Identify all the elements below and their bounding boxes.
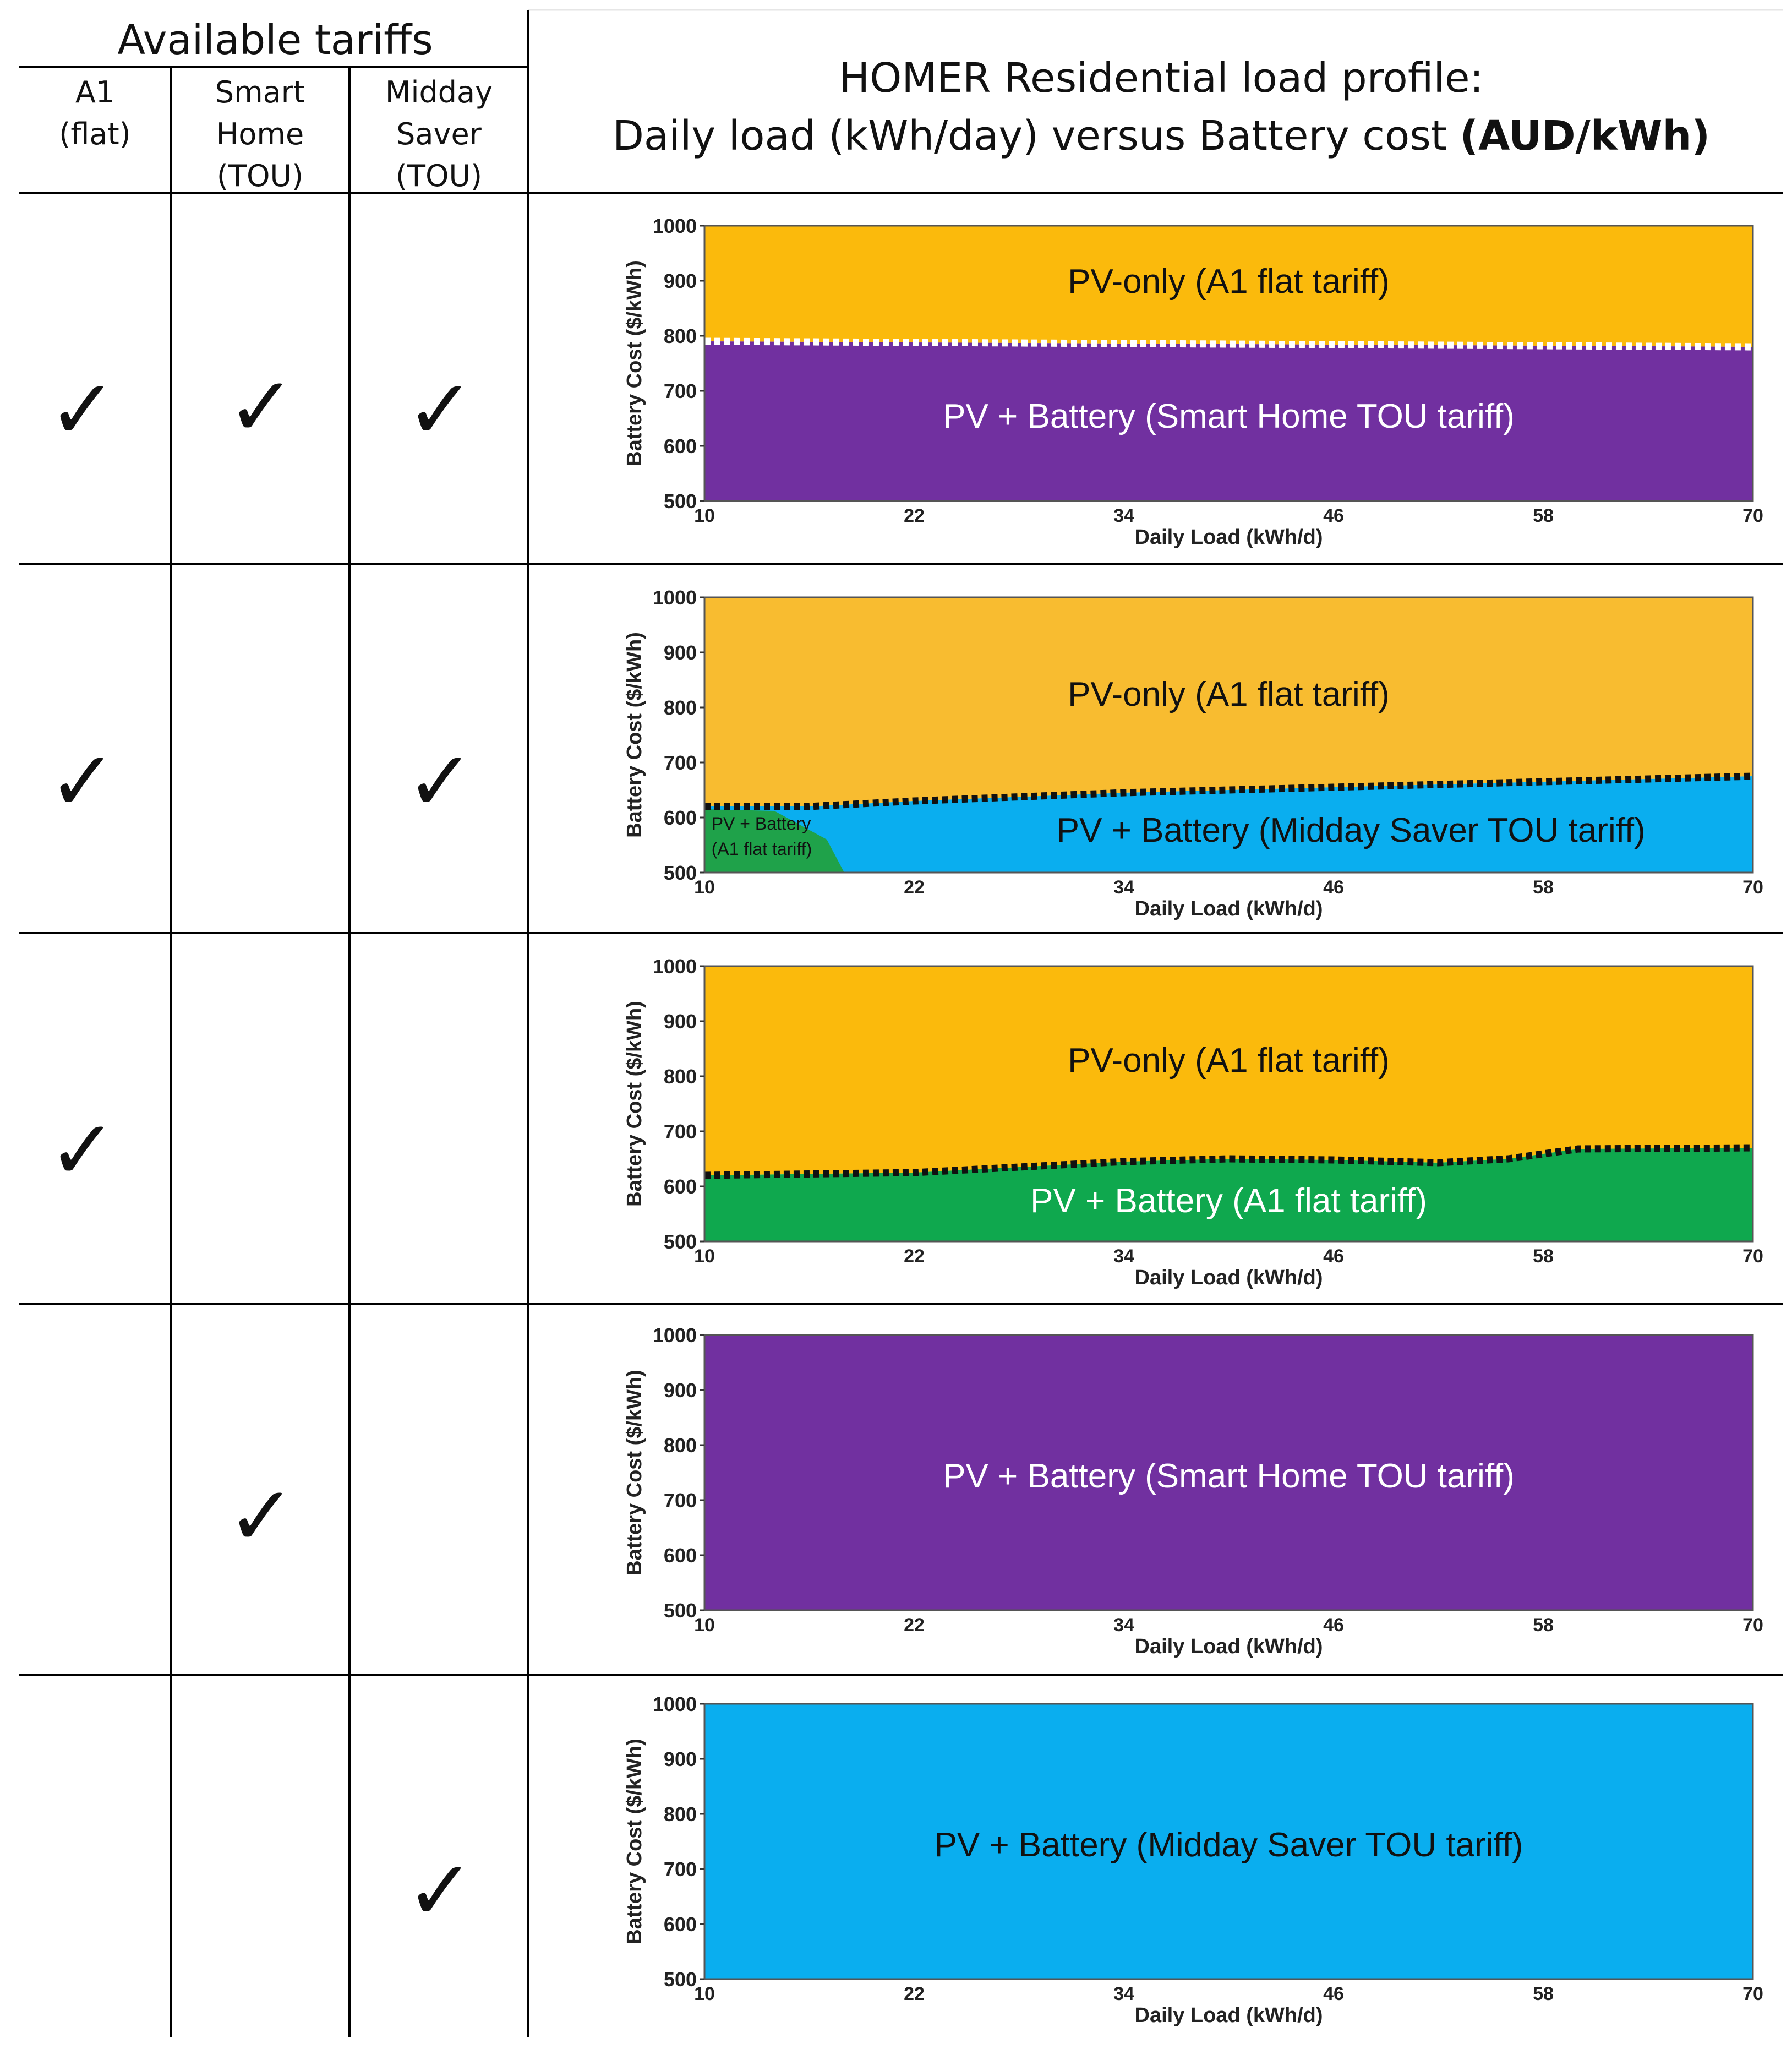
y-tick-label: 500 <box>663 490 697 513</box>
y-tick-label: 600 <box>663 1175 697 1198</box>
x-tick-label: 70 <box>1742 877 1763 898</box>
x-tick-label: 10 <box>694 1246 715 1267</box>
chart-row-1 <box>528 204 1792 556</box>
y-tick-label: 1000 <box>652 215 697 237</box>
y-tick-label: 800 <box>663 696 697 719</box>
y-axis-label: Battery Cost ($/kWh) <box>623 632 646 838</box>
x-tick-label: 22 <box>904 1615 925 1636</box>
x-tick-label: 22 <box>904 1246 925 1267</box>
y-tick-label: 900 <box>663 270 697 292</box>
column-header-a1 <box>19 72 171 155</box>
y-tick-label: 500 <box>663 1230 697 1253</box>
check-mark: ✓ <box>406 1843 475 1939</box>
y-axis-label: Battery Cost ($/kWh) <box>623 1001 646 1207</box>
y-tick-label: 1000 <box>652 1693 697 1715</box>
y-tick-label: 1000 <box>652 586 697 609</box>
x-tick-label: 34 <box>1113 1246 1134 1267</box>
x-tick-label: 46 <box>1323 1246 1344 1267</box>
column-header-line: Home <box>216 117 304 151</box>
y-tick-label: 700 <box>663 1120 697 1143</box>
region-label: PV + Battery <box>711 814 811 833</box>
column-header-line: (TOU) <box>216 159 304 193</box>
y-tick-label: 600 <box>663 806 697 829</box>
y-axis-label: Battery Cost ($/kWh) <box>623 1739 646 1944</box>
x-tick-label: 34 <box>1113 877 1134 898</box>
region-label: PV-only (A1 flat tariff) <box>1068 675 1390 713</box>
column-header-midday-saver <box>349 72 528 197</box>
column-header-line: (flat) <box>59 117 131 151</box>
x-tick-label: 34 <box>1113 1615 1134 1636</box>
y-tick-label: 700 <box>663 751 697 774</box>
x-tick-label: 70 <box>1742 505 1763 526</box>
x-axis-label: Daily Load (kWh/d) <box>1134 897 1323 920</box>
check-mark: ✓ <box>406 362 475 458</box>
x-tick-label: 34 <box>1113 1983 1134 2004</box>
check-mark: ✓ <box>48 734 117 830</box>
x-tick-label: 10 <box>694 505 715 526</box>
chart-row-5 <box>528 1682 1792 2040</box>
x-tick-label: 70 <box>1742 1615 1763 1636</box>
y-axis-label: Battery Cost ($/kWh) <box>623 260 646 466</box>
column-header-smart-home <box>171 72 349 197</box>
column-header-line: (TOU) <box>395 159 483 193</box>
x-axis-label: Daily Load (kWh/d) <box>1134 1635 1323 1658</box>
check-mark: ✓ <box>48 362 117 458</box>
x-axis-label: Daily Load (kWh/d) <box>1134 1266 1323 1289</box>
x-axis-label: Daily Load (kWh/d) <box>1134 2004 1323 2027</box>
y-tick-label: 600 <box>663 435 697 457</box>
x-tick-label: 70 <box>1742 1983 1763 2004</box>
check-mark: ✓ <box>48 1103 117 1198</box>
x-tick-label: 58 <box>1533 877 1554 898</box>
y-tick-label: 800 <box>663 1434 697 1457</box>
y-tick-label: 700 <box>663 1858 697 1881</box>
y-tick-label: 700 <box>663 1489 697 1512</box>
x-tick-label: 46 <box>1323 505 1344 526</box>
x-tick-label: 46 <box>1323 1983 1344 2004</box>
region-label: PV + Battery (Smart Home TOU tariff) <box>943 1457 1515 1495</box>
tariffs-title: Available tariffs <box>117 17 433 64</box>
check-mark: ✓ <box>227 1469 296 1565</box>
check-mark: ✓ <box>227 359 296 455</box>
y-tick-label: 900 <box>663 1010 697 1033</box>
y-tick-label: 900 <box>663 1379 697 1402</box>
column-header-line: Saver <box>396 117 482 151</box>
y-tick-label: 800 <box>663 325 697 347</box>
y-tick-label: 1000 <box>652 955 697 978</box>
x-tick-label: 58 <box>1533 1246 1554 1267</box>
region-label: PV + Battery (Midday Saver TOU tariff) <box>1056 811 1646 849</box>
column-header-line: A1 <box>75 75 115 110</box>
main-title-bold: (AUD/kWh) <box>1460 112 1711 160</box>
chart-row-4 <box>528 1313 1792 1665</box>
main-title-line-2 <box>539 107 1783 165</box>
y-axis-label: Battery Cost ($/kWh) <box>623 1370 646 1576</box>
main-title <box>539 50 1783 165</box>
y-tick-label: 600 <box>663 1544 697 1567</box>
x-tick-label: 70 <box>1742 1246 1763 1267</box>
main-title-normal: Daily load (kWh/day) versus Battery cost <box>612 112 1460 160</box>
x-tick-label: 58 <box>1533 1615 1554 1636</box>
y-tick-label: 800 <box>663 1065 697 1088</box>
x-tick-label: 22 <box>904 1983 925 2004</box>
y-tick-label: 500 <box>663 862 697 884</box>
x-tick-label: 10 <box>694 1983 715 2004</box>
y-tick-label: 500 <box>663 1599 697 1622</box>
x-tick-label: 10 <box>694 877 715 898</box>
x-tick-label: 58 <box>1533 505 1554 526</box>
x-tick-label: 46 <box>1323 877 1344 898</box>
y-tick-label: 900 <box>663 1748 697 1770</box>
x-tick-label: 34 <box>1113 505 1134 526</box>
y-tick-label: 700 <box>663 380 697 402</box>
region-label: PV + Battery (Midday Saver TOU tariff) <box>934 1826 1523 1864</box>
check-mark: ✓ <box>406 734 475 830</box>
region-label: PV-only (A1 flat tariff) <box>1068 263 1390 301</box>
x-axis-label: Daily Load (kWh/d) <box>1134 526 1323 549</box>
region-label: PV-only (A1 flat tariff) <box>1068 1042 1390 1080</box>
y-tick-label: 1000 <box>652 1324 697 1347</box>
y-tick-label: 600 <box>663 1913 697 1936</box>
main-title-line-1: HOMER Residential load profile: <box>839 55 1484 102</box>
x-tick-label: 22 <box>904 505 925 526</box>
column-header-line: Smart <box>215 75 305 110</box>
column-header-line: Midday <box>385 75 493 110</box>
x-tick-label: 22 <box>904 877 925 898</box>
y-tick-label: 500 <box>663 1968 697 1991</box>
region-label: PV + Battery (A1 flat tariff) <box>1030 1182 1427 1220</box>
x-tick-label: 46 <box>1323 1615 1344 1636</box>
region-label: (A1 flat tariff) <box>711 839 812 859</box>
y-tick-label: 900 <box>663 641 697 664</box>
x-tick-label: 10 <box>694 1615 715 1636</box>
y-tick-label: 800 <box>663 1803 697 1825</box>
chart-row-2 <box>528 575 1792 928</box>
x-tick-label: 58 <box>1533 1983 1554 2004</box>
region-label: PV + Battery (Smart Home TOU tariff) <box>943 397 1515 435</box>
chart-row-3 <box>528 944 1792 1296</box>
